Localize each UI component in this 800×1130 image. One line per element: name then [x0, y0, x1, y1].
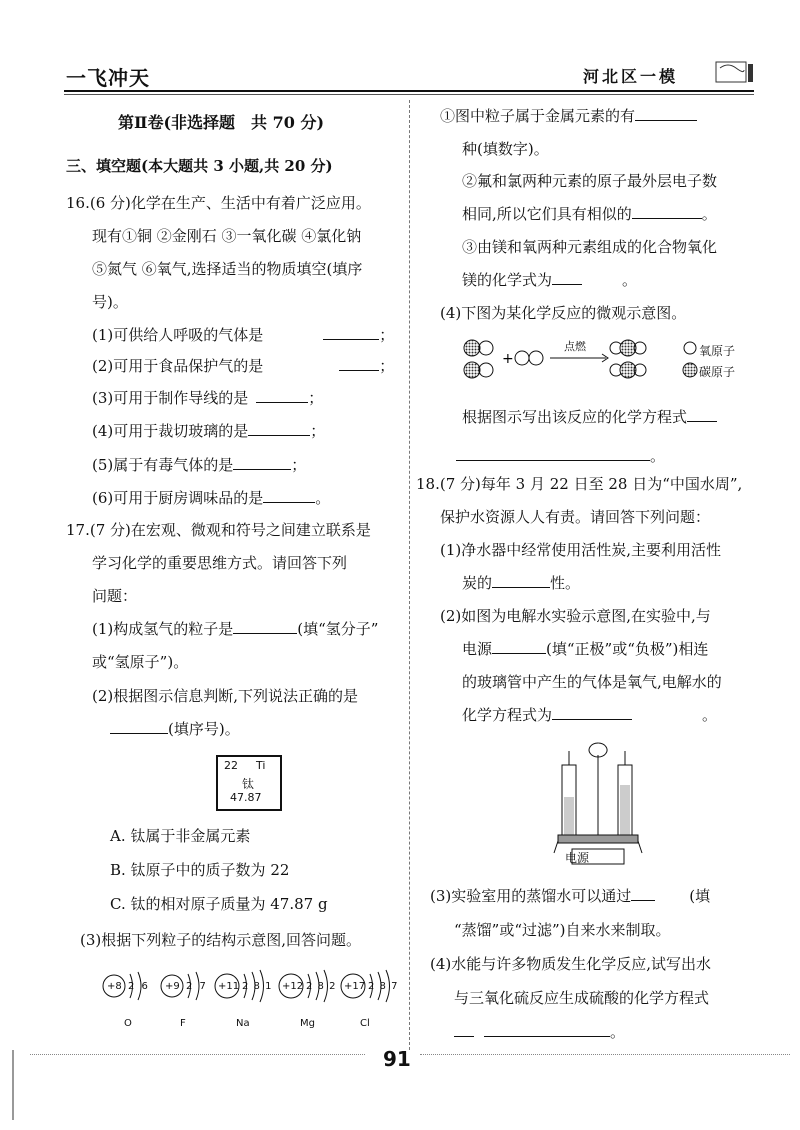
q17-part4-equation: 根据图示写出该反应的化学方程式	[462, 407, 717, 427]
q16-item-3: (3)可用于制作导线的是 ；	[92, 389, 324, 407]
header-rule-thin	[64, 94, 754, 95]
equation-answer-line: 。	[456, 446, 665, 466]
answer-blank[interactable]	[484, 1022, 610, 1037]
series-title: 河北区一模	[583, 67, 679, 86]
q16-item-6: (6)可用于厨房调味品的是 。	[92, 489, 331, 507]
q17-part1-cont: 或“氢原子”)。	[92, 653, 189, 671]
answer-blank[interactable]	[339, 356, 379, 371]
oxygen-atom-legend-icon	[684, 342, 696, 354]
q16-line3: ⑤氮气 ⑥氧气,选择适当的物质填空(填序	[92, 260, 363, 278]
answer-blank[interactable]	[323, 325, 379, 340]
q17-part2: (2)根据图示信息判断,下列说法正确的是	[92, 687, 359, 705]
footer-line-left	[30, 1054, 365, 1055]
q18-stem: 18.(7 分)每年 3 月 22 日至 28 日为“中国水周”,	[416, 475, 743, 493]
binding-mark	[12, 1050, 14, 1120]
option-b: B. 钛原子中的质子数为 22	[110, 861, 290, 879]
atom-label: F	[180, 1018, 186, 1029]
column-divider	[409, 100, 410, 1050]
atomic-number: 22	[224, 759, 238, 772]
q18-part2: (2)如图为电解水实验示意图,在实验中,与	[440, 607, 711, 625]
legend-oxygen-atom: 氧原子	[699, 344, 736, 358]
answer-blank[interactable]	[631, 886, 655, 901]
q17-r1-cont: 种(填数字)。	[462, 140, 549, 158]
q18-part2-line3: 的玻璃管中产生的气体是氧气,电解水的	[462, 673, 722, 691]
svg-text:+: +	[502, 351, 514, 367]
q18-part4: (4)水能与许多物质发生化学反应,试写出水	[430, 955, 712, 973]
element-card-titanium	[216, 755, 282, 811]
q17-stem: 17.(7 分)在宏观、微观和符号之间建立联系是	[66, 521, 371, 539]
atom-label: O	[124, 1018, 132, 1029]
option-a: A. 钛属于非金属元素	[110, 827, 251, 845]
q17-part3: (3)根据下列粒子的结构示意图,回答问题。	[80, 931, 362, 949]
q18-part3: (3)实验室用的蒸馏水可以通过 (填	[430, 887, 711, 905]
q18-answer-line: 。	[454, 1022, 625, 1042]
footer-line-right	[420, 1054, 790, 1055]
q16-stem: 16.(6 分)化学在生产、生活中有着广泛应用。	[66, 194, 371, 212]
answer-blank[interactable]	[552, 270, 582, 285]
atomic-mass: 47.87	[230, 791, 262, 804]
atom-structure-chlorine: +17 2 8 7 Cl	[340, 968, 402, 1012]
atom-structures	[102, 968, 402, 1028]
answer-blank[interactable]	[263, 488, 315, 503]
q16-item-1: (1)可供给人呼吸的气体是 ；	[92, 326, 395, 344]
atom-structure-magnesium: +12 2 8 2 Mg	[278, 968, 340, 1012]
q16-item-4: (4)可用于裁切玻璃的是 ；	[92, 422, 326, 440]
answer-blank[interactable]	[492, 639, 546, 654]
reaction-condition: 点燃	[564, 340, 586, 353]
q17-line3: 问题：	[92, 587, 138, 605]
reactant-co-molecules	[464, 340, 493, 378]
q17-r1: ①图中粒子属于金属元素的有	[440, 106, 697, 126]
q17-r2: ②氟和氯两种元素的原子最外层电子数	[462, 172, 718, 190]
q16-item-2: (2)可用于食品保护气的是 ；	[92, 357, 395, 375]
answer-blank[interactable]	[635, 106, 697, 121]
reactant-o2-molecule	[515, 351, 543, 365]
answer-blank[interactable]	[233, 455, 291, 470]
product-co2-molecules	[610, 340, 646, 378]
atom-structure-fluorine: +9 2 7 F	[160, 968, 212, 1012]
header-rule	[64, 90, 754, 92]
answer-blank[interactable]	[233, 619, 297, 634]
element-name: 钛	[242, 777, 255, 791]
q16-line4: 号)。	[92, 293, 128, 311]
q17-part2-cont: (填序号)。	[110, 719, 240, 739]
answer-blank[interactable]	[632, 204, 702, 219]
legend-carbon-atom: 碳原子	[699, 365, 736, 379]
carbon-atom-legend-icon	[683, 363, 697, 377]
q18-line2: 保护水资源人人有责。请回答下列问题：	[440, 508, 711, 526]
q18-part2-cont: 电源 (填“正极”或“负极”)相连	[462, 640, 709, 658]
q17-r3: ③由镁和氧两种元素组成的化合物氧化	[462, 238, 718, 256]
q18-part3-cont: “蒸馏”或“过滤”)自来水来制取。	[454, 921, 671, 939]
element-symbol: Ti	[256, 759, 266, 772]
q18-part1-cont: 炭的 性。	[462, 574, 581, 592]
atom-structure-oxygen: +8 2 6 O	[102, 968, 154, 1012]
q17-line2: 学习化学的重要思维方式。请回答下列	[92, 554, 348, 572]
logo: 一飞冲天	[66, 66, 150, 90]
corner-ornament-icon	[708, 58, 754, 88]
q17-part4: (4)下图为某化学反应的微观示意图。	[440, 304, 687, 322]
atom-structure-sodium: +11 2 8 1 Na	[214, 968, 276, 1012]
atom-label: Na	[236, 1018, 250, 1029]
option-c: C. 钛的相对原子质量为 47.87 g	[110, 895, 328, 913]
answer-blank[interactable]	[687, 407, 717, 422]
electrolysis-apparatus	[548, 737, 648, 865]
answer-blank[interactable]	[256, 388, 308, 403]
answer-blank[interactable]	[248, 421, 310, 436]
q18-part4-cont: 与三氧化硫反应生成硫酸的化学方程式	[454, 989, 710, 1007]
q18-part1: (1)净水器中经常使用活性炭,主要利用活性	[440, 541, 722, 559]
atom-label: Cl	[360, 1018, 370, 1029]
q18-part2-line4: 化学方程式为 。	[462, 706, 718, 724]
q16-line2: 现有①铜 ②金刚石 ③一氧化碳 ④氯化钠	[92, 227, 362, 245]
q17-r2-cont: 相同,所以它们具有相似的 。	[462, 205, 717, 223]
answer-blank[interactable]	[110, 719, 168, 734]
page-number: 91	[383, 1047, 411, 1071]
answer-blank[interactable]	[456, 446, 650, 461]
power-source-label: 电源	[565, 851, 590, 865]
answer-blank[interactable]	[552, 705, 632, 720]
q16-item-5: (5)属于有毒气体的是 ；	[92, 456, 307, 474]
atom-label: Mg	[300, 1018, 315, 1029]
answer-blank[interactable]	[454, 1022, 474, 1037]
section-title: 第Ⅱ卷(非选择题 共 70 分)	[118, 113, 325, 132]
q17-r3-cont: 镁的化学式为 。	[462, 271, 638, 289]
part3-heading: 三、填空题(本大题共 3 小题,共 20 分)	[66, 157, 333, 175]
q17-part1: (1)构成氢气的粒子是 (填“氢分子”	[92, 620, 379, 638]
answer-blank[interactable]	[492, 573, 550, 588]
